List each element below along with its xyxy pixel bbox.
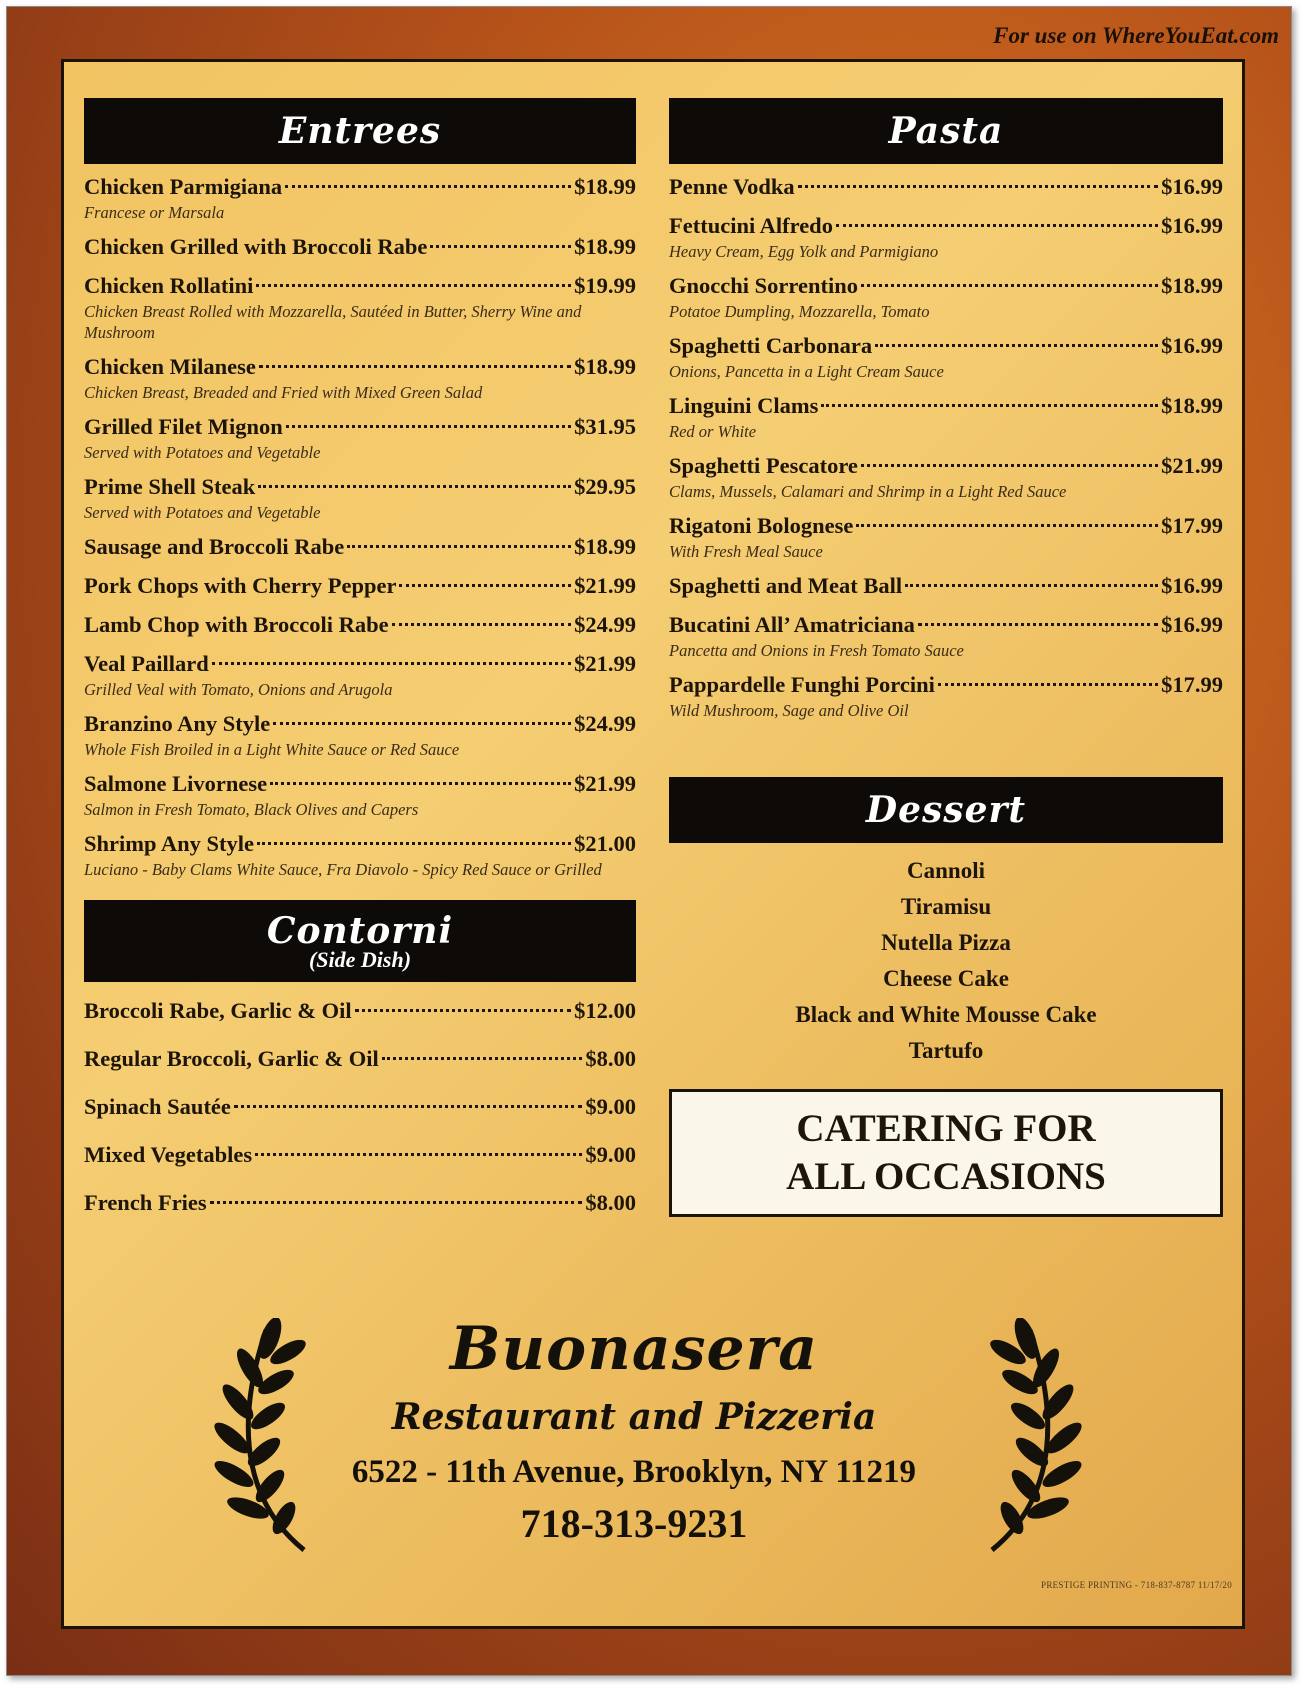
pasta-item-name: Rigatoni Bolognese [669, 513, 854, 538]
dot-leader [430, 245, 571, 248]
pasta-item-name: Linguini Clams [669, 393, 819, 418]
pasta-item-description: With Fresh Meal Sauce [669, 542, 823, 561]
entree-item-line [84, 571, 636, 601]
entree-item-description: Served with Potatoes and Vegetable [84, 443, 321, 462]
entree-item-name: Branzino Any Style [84, 711, 271, 736]
dot-leader [210, 1201, 583, 1204]
contorni-item [84, 1092, 636, 1122]
entree-item-price: $21.00 [574, 831, 636, 856]
dot-leader [861, 464, 1158, 467]
entree-item-name: Grilled Filet Mignon [84, 414, 283, 439]
entree-item [84, 412, 636, 463]
entree-item-price: $24.99 [574, 711, 636, 736]
dot-leader [875, 344, 1158, 347]
entrees-list [84, 172, 636, 880]
contorni-header [84, 900, 636, 982]
entree-item [84, 232, 636, 262]
catering-text [786, 1105, 1106, 1201]
contorni-subtitle: (Side Dish) [308, 947, 412, 972]
contorni-item-price: $12.00 [574, 998, 636, 1023]
pasta-item [669, 172, 1223, 202]
printer-credit: PRESTIGE PRINTING - 718-837-8787 11/17/20 [1041, 1580, 1232, 1590]
contorni-item-line [84, 1140, 636, 1170]
pasta-item-line [669, 610, 1223, 640]
pasta-item-description: Onions, Pancetta in a Light Cream Sauce [669, 362, 944, 381]
dessert-item: Cannoli [907, 858, 985, 883]
entree-item-line [84, 829, 636, 859]
dot-leader [285, 185, 571, 188]
dessert-item: Nutella Pizza [881, 930, 1011, 955]
entree-item-name: Pork Chops with Cherry Pepper [84, 573, 397, 598]
entree-item-line [84, 769, 636, 799]
entree-item-line [84, 271, 636, 301]
contorni-item-price: $9.00 [585, 1142, 636, 1167]
contorni-item [84, 1140, 636, 1170]
entree-item-description: Grilled Veal with Tomato, Onions and Arugola [84, 680, 393, 699]
entree-item-description: Chicken Breast, Breaded and Fried with Mixed Green Salad [84, 383, 483, 402]
restaurant-phone[interactable]: 718-313-9231 [520, 1501, 748, 1546]
pasta-item-price: $18.99 [1161, 273, 1223, 298]
pasta-item-line [669, 391, 1223, 421]
pasta-item-line [669, 172, 1223, 202]
entree-item-line [84, 352, 636, 382]
entree-item [84, 472, 636, 523]
entree-item-name: Salmone Livornese [84, 771, 268, 796]
pasta-item [669, 391, 1223, 442]
entree-item-name: Prime Shell Steak [84, 474, 256, 499]
restaurant-footer [64, 1304, 1248, 1604]
contorni-item [84, 1044, 636, 1074]
pasta-item-price: $18.99 [1161, 393, 1223, 418]
pasta-item-price: $17.99 [1161, 513, 1223, 538]
entree-item [84, 271, 636, 343]
entree-item-description: Chicken Breast Rolled with Mozzarella, Sautéed in Butter, Sherry Wine and Mushroom [84, 302, 582, 342]
dot-leader [382, 1057, 583, 1060]
contorni-item [84, 996, 636, 1026]
pasta-item [669, 451, 1223, 502]
pasta-item [669, 211, 1223, 262]
pasta-item-description: Potatoe Dumpling, Mozzarella, Tomato [669, 302, 930, 321]
contorni-item-line [84, 996, 636, 1026]
pasta-item [669, 331, 1223, 382]
pasta-item-name: Gnocchi Sorrentino [669, 273, 858, 298]
dot-leader [286, 425, 571, 428]
dessert-item: Tartufo [908, 1038, 984, 1063]
entree-item-line [84, 472, 636, 502]
restaurant-address: 6522 - 11th Avenue, Brooklyn, NY 11219 [351, 1454, 917, 1490]
entree-item-name: Veal Paillard [84, 651, 209, 676]
pasta-item-line [669, 511, 1223, 541]
pasta-item-price: $21.99 [1161, 453, 1223, 478]
dessert-title: Dessert [865, 789, 1027, 831]
dot-leader [355, 1009, 571, 1012]
pasta-item-line [669, 571, 1223, 601]
pasta-item-line [669, 670, 1223, 700]
entree-item-description: Served with Potatoes and Vegetable [84, 503, 321, 522]
entree-item-line [84, 172, 636, 202]
entree-item [84, 610, 636, 640]
dot-leader [234, 1105, 582, 1108]
dot-leader [347, 545, 571, 548]
dot-leader [273, 722, 571, 725]
entree-item-description: Whole Fish Broiled in a Light White Sauce or Red Sauce [84, 740, 460, 759]
contorni-title: Contorni [266, 910, 454, 952]
entree-item-name: Chicken Grilled with Broccoli Rabe [84, 234, 428, 259]
entree-item-line [84, 709, 636, 739]
entree-item-description: Salmon in Fresh Tomato, Black Olives and Capers [84, 800, 419, 819]
catering-line-1: CATERING FOR [796, 1107, 1096, 1150]
contorni-item [84, 1188, 636, 1218]
pasta-item-description: Wild Mushroom, Sage and Olive Oil [669, 701, 909, 720]
contorni-item-price: $8.00 [585, 1046, 636, 1071]
entree-item-line [84, 649, 636, 679]
pasta-list [669, 172, 1223, 721]
pasta-item-name: Fettucini Alfredo [669, 213, 833, 238]
pasta-item-price: $16.99 [1161, 612, 1223, 637]
pasta-item-name: Spaghetti and Meat Ball [669, 573, 903, 598]
pasta-item-price: $16.99 [1161, 573, 1223, 598]
entree-item-price: $18.99 [574, 174, 636, 199]
entree-item-description: Francese or Marsala [84, 203, 225, 222]
entree-item [84, 532, 636, 562]
pasta-item [669, 571, 1223, 601]
pasta-item-line [669, 271, 1223, 301]
pasta-item-description: Clams, Mussels, Calamari and Shrimp in a Light Red Sauce [669, 482, 1067, 501]
menu-page [6, 6, 1292, 1676]
entree-item-line [84, 232, 636, 262]
entree-item [84, 172, 636, 223]
entree-item [84, 352, 636, 403]
entree-item-description: Luciano - Baby Clams White Sauce, Fra Diavolo - Spicy Red Sauce or Grilled [84, 860, 602, 879]
entree-item-name: Shrimp Any Style [84, 831, 255, 856]
contorni-item-line [84, 1188, 636, 1218]
dot-leader [918, 623, 1158, 626]
dessert-list [669, 853, 1223, 1069]
pasta-item-description: Heavy Cream, Egg Yolk and Parmigiano [669, 242, 939, 261]
pasta-item-line [669, 211, 1223, 241]
entree-item [84, 709, 636, 760]
laurel-right-icon [974, 1318, 1104, 1558]
entree-item-name: Sausage and Broccoli Rabe [84, 534, 345, 559]
laurel-left-icon [192, 1318, 322, 1558]
contorni-item-price: $9.00 [585, 1094, 636, 1119]
catering-box [669, 1089, 1223, 1217]
pasta-item-name: Bucatini All’ Amatriciana [669, 612, 915, 637]
dessert-item: Black and White Mousse Cake [795, 1002, 1097, 1027]
menu-panel [61, 59, 1245, 1629]
entree-item-price: $18.99 [574, 354, 636, 379]
dot-leader [257, 842, 571, 845]
dot-leader [392, 623, 572, 626]
entree-item-line [84, 610, 636, 640]
entree-item-price: $18.99 [574, 534, 636, 559]
entree-item-price: $21.99 [574, 771, 636, 796]
contorni-item-line [84, 1092, 636, 1122]
pasta-header [669, 98, 1223, 164]
pasta-item-name: Pappardelle Funghi Porcini [669, 672, 935, 697]
dessert-item: Cheese Cake [883, 966, 1009, 991]
pasta-item-description: Pancetta and Onions in Fresh Tomato Sauce [669, 641, 964, 660]
pasta-item [669, 511, 1223, 562]
dot-leader [938, 683, 1158, 686]
pasta-item-line [669, 331, 1223, 361]
catering-line-2: ALL OCCASIONS [786, 1155, 1106, 1198]
dot-leader [399, 584, 571, 587]
entrees-title: Entrees [278, 110, 442, 152]
pasta-item-name: Spaghetti Carbonara [669, 333, 873, 358]
dot-leader [259, 365, 571, 368]
contorni-item-name: Mixed Vegetables [84, 1142, 253, 1167]
restaurant-subtitle: Restaurant and Pizzeria [391, 1396, 877, 1438]
dot-leader [856, 524, 1158, 527]
dot-leader [255, 1153, 582, 1156]
dot-leader [258, 485, 571, 488]
entrees-header [84, 98, 636, 164]
dot-leader [861, 284, 1158, 287]
dot-leader [798, 185, 1158, 188]
entree-item-name: Chicken Parmigiana [84, 174, 283, 199]
dot-leader [270, 782, 571, 785]
pasta-item-price: $16.99 [1161, 213, 1223, 238]
contorni-item-name: Spinach Sautée [84, 1094, 231, 1119]
entree-item [84, 649, 636, 700]
entree-item-price: $18.99 [574, 234, 636, 259]
pasta-item-line [669, 451, 1223, 481]
left-column [84, 98, 636, 1236]
pasta-item [669, 610, 1223, 661]
pasta-item-name: Spaghetti Pescatore [669, 453, 858, 478]
pasta-item-price: $16.99 [1161, 174, 1223, 199]
entree-item [84, 769, 636, 820]
contorni-item-name: Broccoli Rabe, Garlic & Oil [84, 998, 352, 1023]
entree-item-price: $31.95 [574, 414, 636, 439]
dot-leader [836, 224, 1158, 227]
right-column [669, 98, 1223, 1217]
dot-leader [212, 662, 571, 665]
entree-item-price: $19.99 [574, 273, 636, 298]
dot-leader [256, 284, 571, 287]
watermark: For use on WhereYouEat.com [993, 23, 1279, 48]
pasta-title: Pasta [888, 110, 1004, 152]
entree-item-price: $21.99 [574, 573, 636, 598]
contorni-list [84, 996, 636, 1218]
pasta-item [669, 670, 1223, 721]
pasta-item-name: Penne Vodka [669, 174, 795, 199]
pasta-item [669, 271, 1223, 322]
entree-item [84, 829, 636, 880]
entree-item-name: Chicken Milanese [84, 354, 256, 379]
entree-item [84, 571, 636, 601]
dessert-header [669, 777, 1223, 843]
dot-leader [821, 404, 1158, 407]
dessert-item: Tiramisu [900, 894, 992, 919]
contorni-item-name: French Fries [84, 1190, 207, 1215]
entree-item-line [84, 412, 636, 442]
pasta-item-price: $16.99 [1161, 333, 1223, 358]
entree-item-price: $24.99 [574, 612, 636, 637]
pasta-item-description: Red or White [669, 422, 757, 441]
entree-item-name: Lamb Chop with Broccoli Rabe [84, 612, 389, 637]
entree-item-price: $21.99 [574, 651, 636, 676]
dot-leader [905, 584, 1158, 587]
contorni-item-line [84, 1044, 636, 1074]
pasta-item-price: $17.99 [1161, 672, 1223, 697]
entree-item-line [84, 532, 636, 562]
entree-item-price: $29.95 [574, 474, 636, 499]
restaurant-name: Buonasera [449, 1314, 819, 1384]
contorni-item-price: $8.00 [585, 1190, 636, 1215]
contorni-item-name: Regular Broccoli, Garlic & Oil [84, 1046, 379, 1071]
entree-item-name: Chicken Rollatini [84, 273, 254, 298]
